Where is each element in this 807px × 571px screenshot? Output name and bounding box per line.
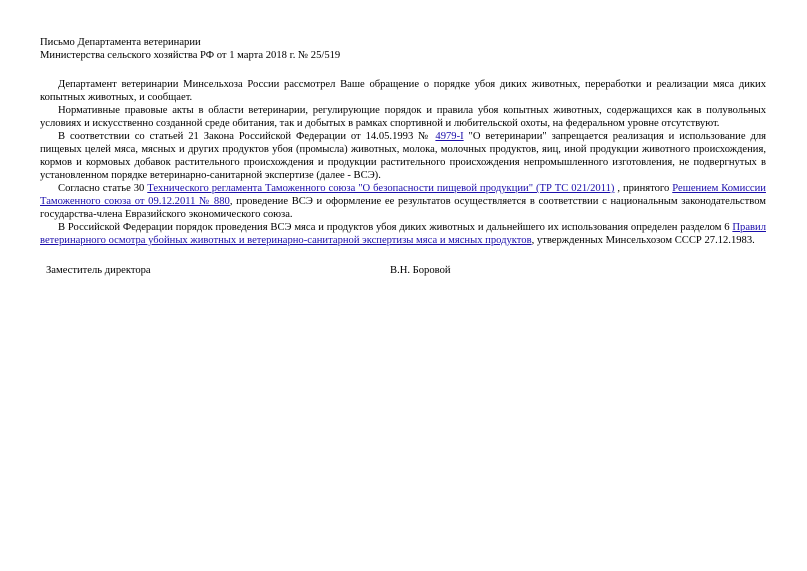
- document-title-line1: Письмо Департамента ветеринарии: [40, 37, 201, 48]
- paragraph-3-text-after: "О ветеринарии" запрещается реализация и использование для пищевых целей мяса, мясных и других продуктов убоя (промысла) животных, молока, молочных продуктов, яиц, иной продукции животного происхождения, кормов и кормовых добавок растительного происхождения и продукции растительного происхождения непромышленного изготовления, не подвергнутых в установленном порядке ветеринарно-санитарной экспертизе (далее - ВСЭ).: [40, 131, 766, 181]
- document-header: [40, 36, 766, 62]
- paragraph-3: [40, 130, 766, 182]
- paragraph-5: [40, 221, 766, 247]
- signatory-title: Заместитель директора: [46, 265, 151, 276]
- paragraph-5-text-before: В Российской Федерации порядок проведения ВСЭ мяса и продуктов убоя диких животных и дальнейшего их использования определен разделом 6: [58, 222, 733, 233]
- paragraph-4-text-after: , проведение ВСЭ и оформление ее результатов осуществляется в соответствии с национальным законодательством государства-члена Евразийского экономического союза.: [40, 196, 766, 220]
- commission-decision-link[interactable]: Решением Комиссии Таможенного союза от 09.12.2011 № 880: [40, 183, 766, 207]
- paragraph-1: Департамент ветеринарии Минсельхоза России рассмотрел Ваше обращение о порядке убоя диких животных, переработки и реализации мяса диких копытных животных, и сообщает.: [40, 79, 766, 103]
- signature-block: [40, 264, 766, 278]
- signatory-name: В.Н. Боровой: [390, 265, 451, 276]
- paragraph-4: [40, 182, 766, 221]
- document-page: [40, 36, 766, 278]
- veterinary-rules-link[interactable]: Правил ветеринарного осмотра убойных животных и ветеринарно-санитарной экспертизы мяса и мясных продуктов: [40, 222, 766, 246]
- paragraph-4-text-middle: , принятого: [614, 183, 673, 194]
- document-title-line2: Министерства сельского хозяйства РФ от 1 марта 2018 г. № 25/519: [40, 50, 341, 61]
- paragraph-5-text-after: , утвержденных Минсельхозом СССР 27.12.1983.: [531, 235, 755, 246]
- technical-regulation-link[interactable]: Технического регламента Таможенного союза "О безопасности пищевой продукции" (ТР ТС 021/2011): [147, 183, 615, 194]
- paragraph-3-text-before: В соответствии со статьей 21 Закона Российской Федерации от 14.05.1993 №: [58, 131, 436, 142]
- paragraph-4-text-before: Согласно статье 30: [58, 183, 148, 194]
- paragraph-2: Нормативные правовые акты в области ветеринарии, регулирующие порядок и правила убоя копытных животных, содержащихся как в полувольных условиях и искусственно созданной среде обитания, так и добытых в рамках спортивной и любительской охоты, на федеральном уровне отсутствуют.: [40, 105, 766, 129]
- law-4979-link[interactable]: 4979-I: [435, 131, 464, 142]
